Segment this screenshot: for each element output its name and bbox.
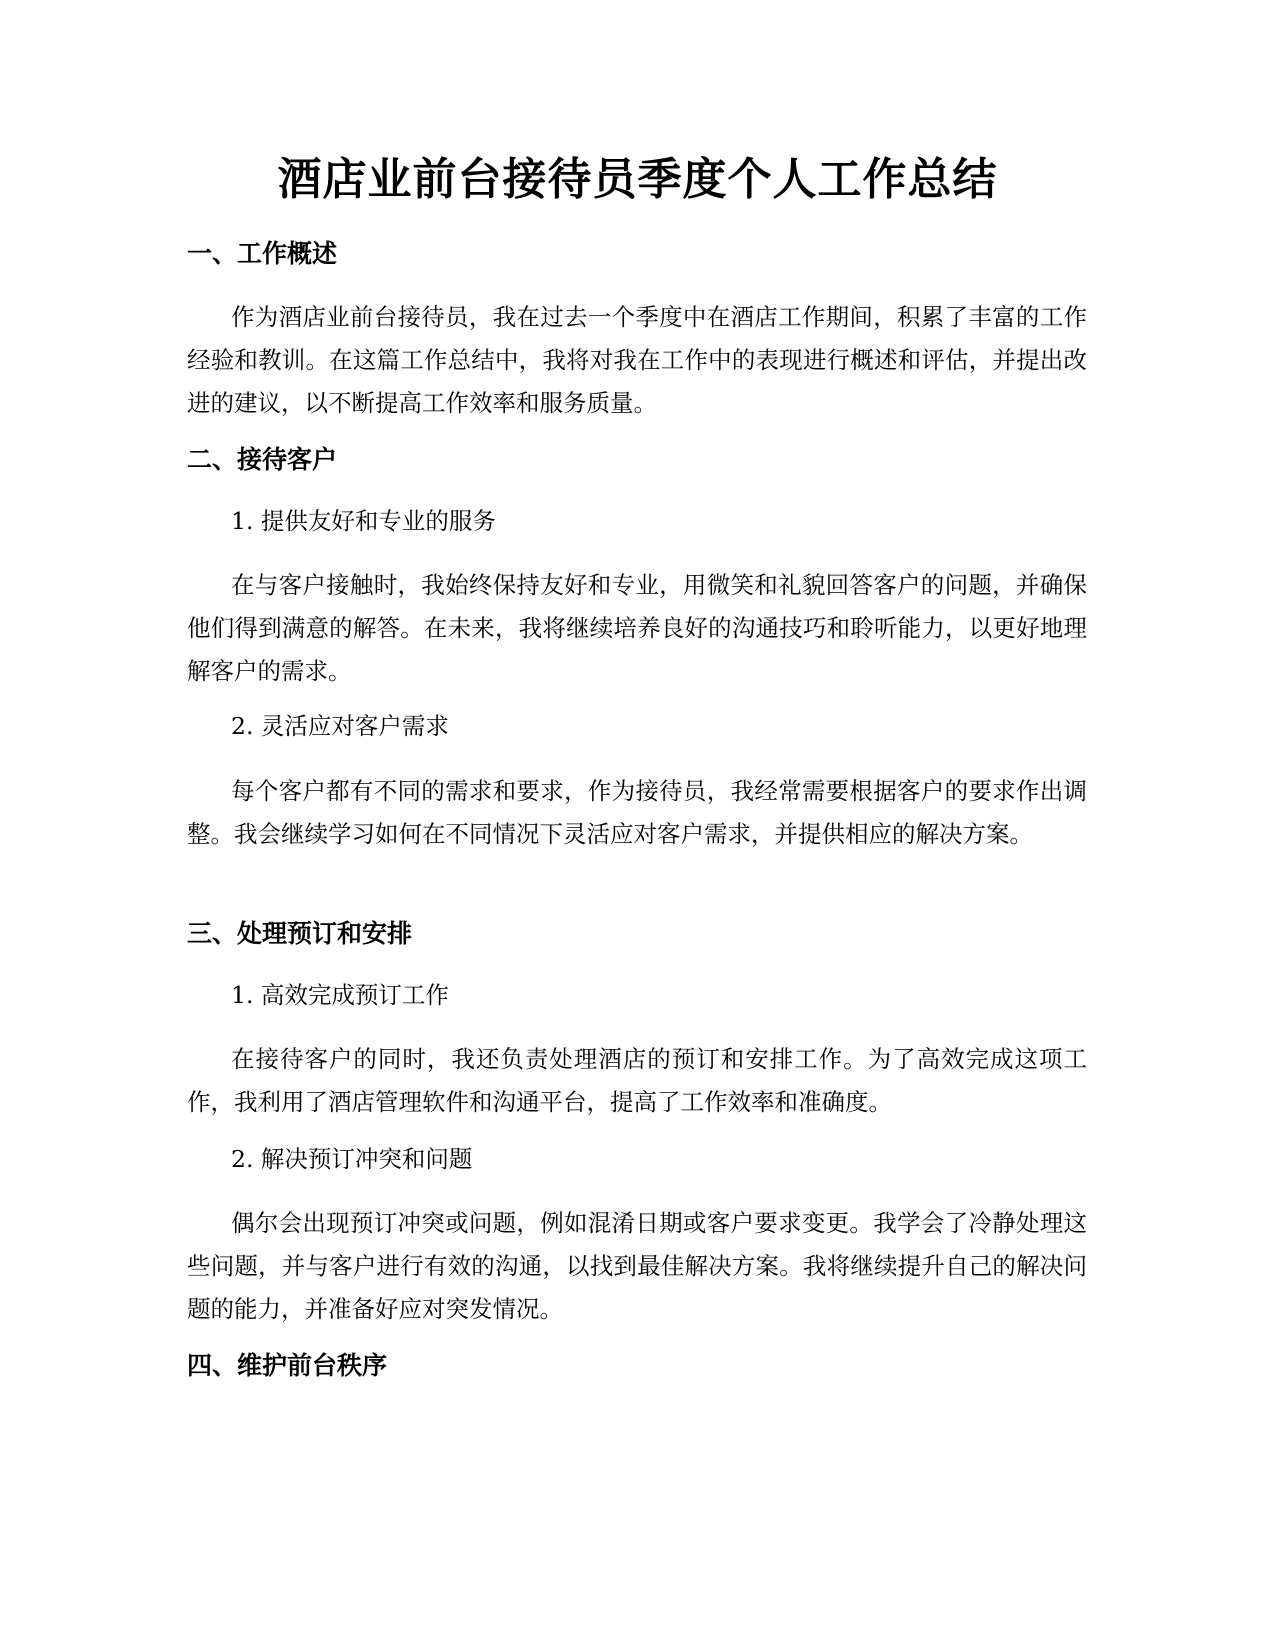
page-title: 酒店业前台接待员季度个人工作总结 <box>277 154 998 205</box>
section-heading-reception: 二、接待客户 <box>187 445 338 474</box>
paragraph-flexible-response: 每个客户都有不同的需求和要求，作为接待员，我经常需要根据客户的要求作出调整。我会继续学习如何在不同情况下灵活应对客户需求，并提供相应的解决方案。 <box>187 777 1087 848</box>
section-heading-reservations: 三、处理预订和安排 <box>187 919 413 948</box>
paragraph-overview: 作为酒店业前台接待员，我在过去一个季度中在酒店工作期间，积累了丰富的工作经验和教训。在这篇工作总结中，我将对我在工作中的表现进行概述和评估，并提出改进的建议，以不断提高工作效率和服务质量。 <box>187 303 1087 417</box>
paragraph-booking-conflicts: 偶尔会出现预订冲突或问题，例如混淆日期或客户要求变更。我学会了冷静处理这些问题，并与客户进行有效的沟通，以找到最佳解决方案。我将继续提升自己的解决问题的能力，并准备好应对突发情况。 <box>187 1209 1087 1323</box>
subsection-label-friendly-service: 1. 提供友好和专业的服务 <box>231 507 496 535</box>
subsection-label-efficient-booking: 1. 高效完成预订工作 <box>231 981 449 1009</box>
subsection-label-booking-conflicts: 2. 解决预订冲突和问题 <box>231 1145 473 1173</box>
paragraph-friendly-service: 在与客户接触时，我始终保持友好和专业，用微笑和礼貌回答客户的问题，并确保他们得到满意的解答。在未来，我将继续培养良好的沟通技巧和聆听能力，以更好地理解客户的需求。 <box>187 571 1087 685</box>
section-heading-overview: 一、工作概述 <box>187 239 338 268</box>
subsection-label-flexible-response: 2. 灵活应对客户需求 <box>231 712 449 740</box>
section-heading-front-desk-order: 四、维护前台秩序 <box>187 1351 388 1380</box>
paragraph-efficient-booking: 在接待客户的同时，我还负责处理酒店的预订和安排工作。为了高效完成这项工作，我利用了酒店管理软件和沟通平台，提高了工作效率和准确度。 <box>187 1045 1087 1116</box>
